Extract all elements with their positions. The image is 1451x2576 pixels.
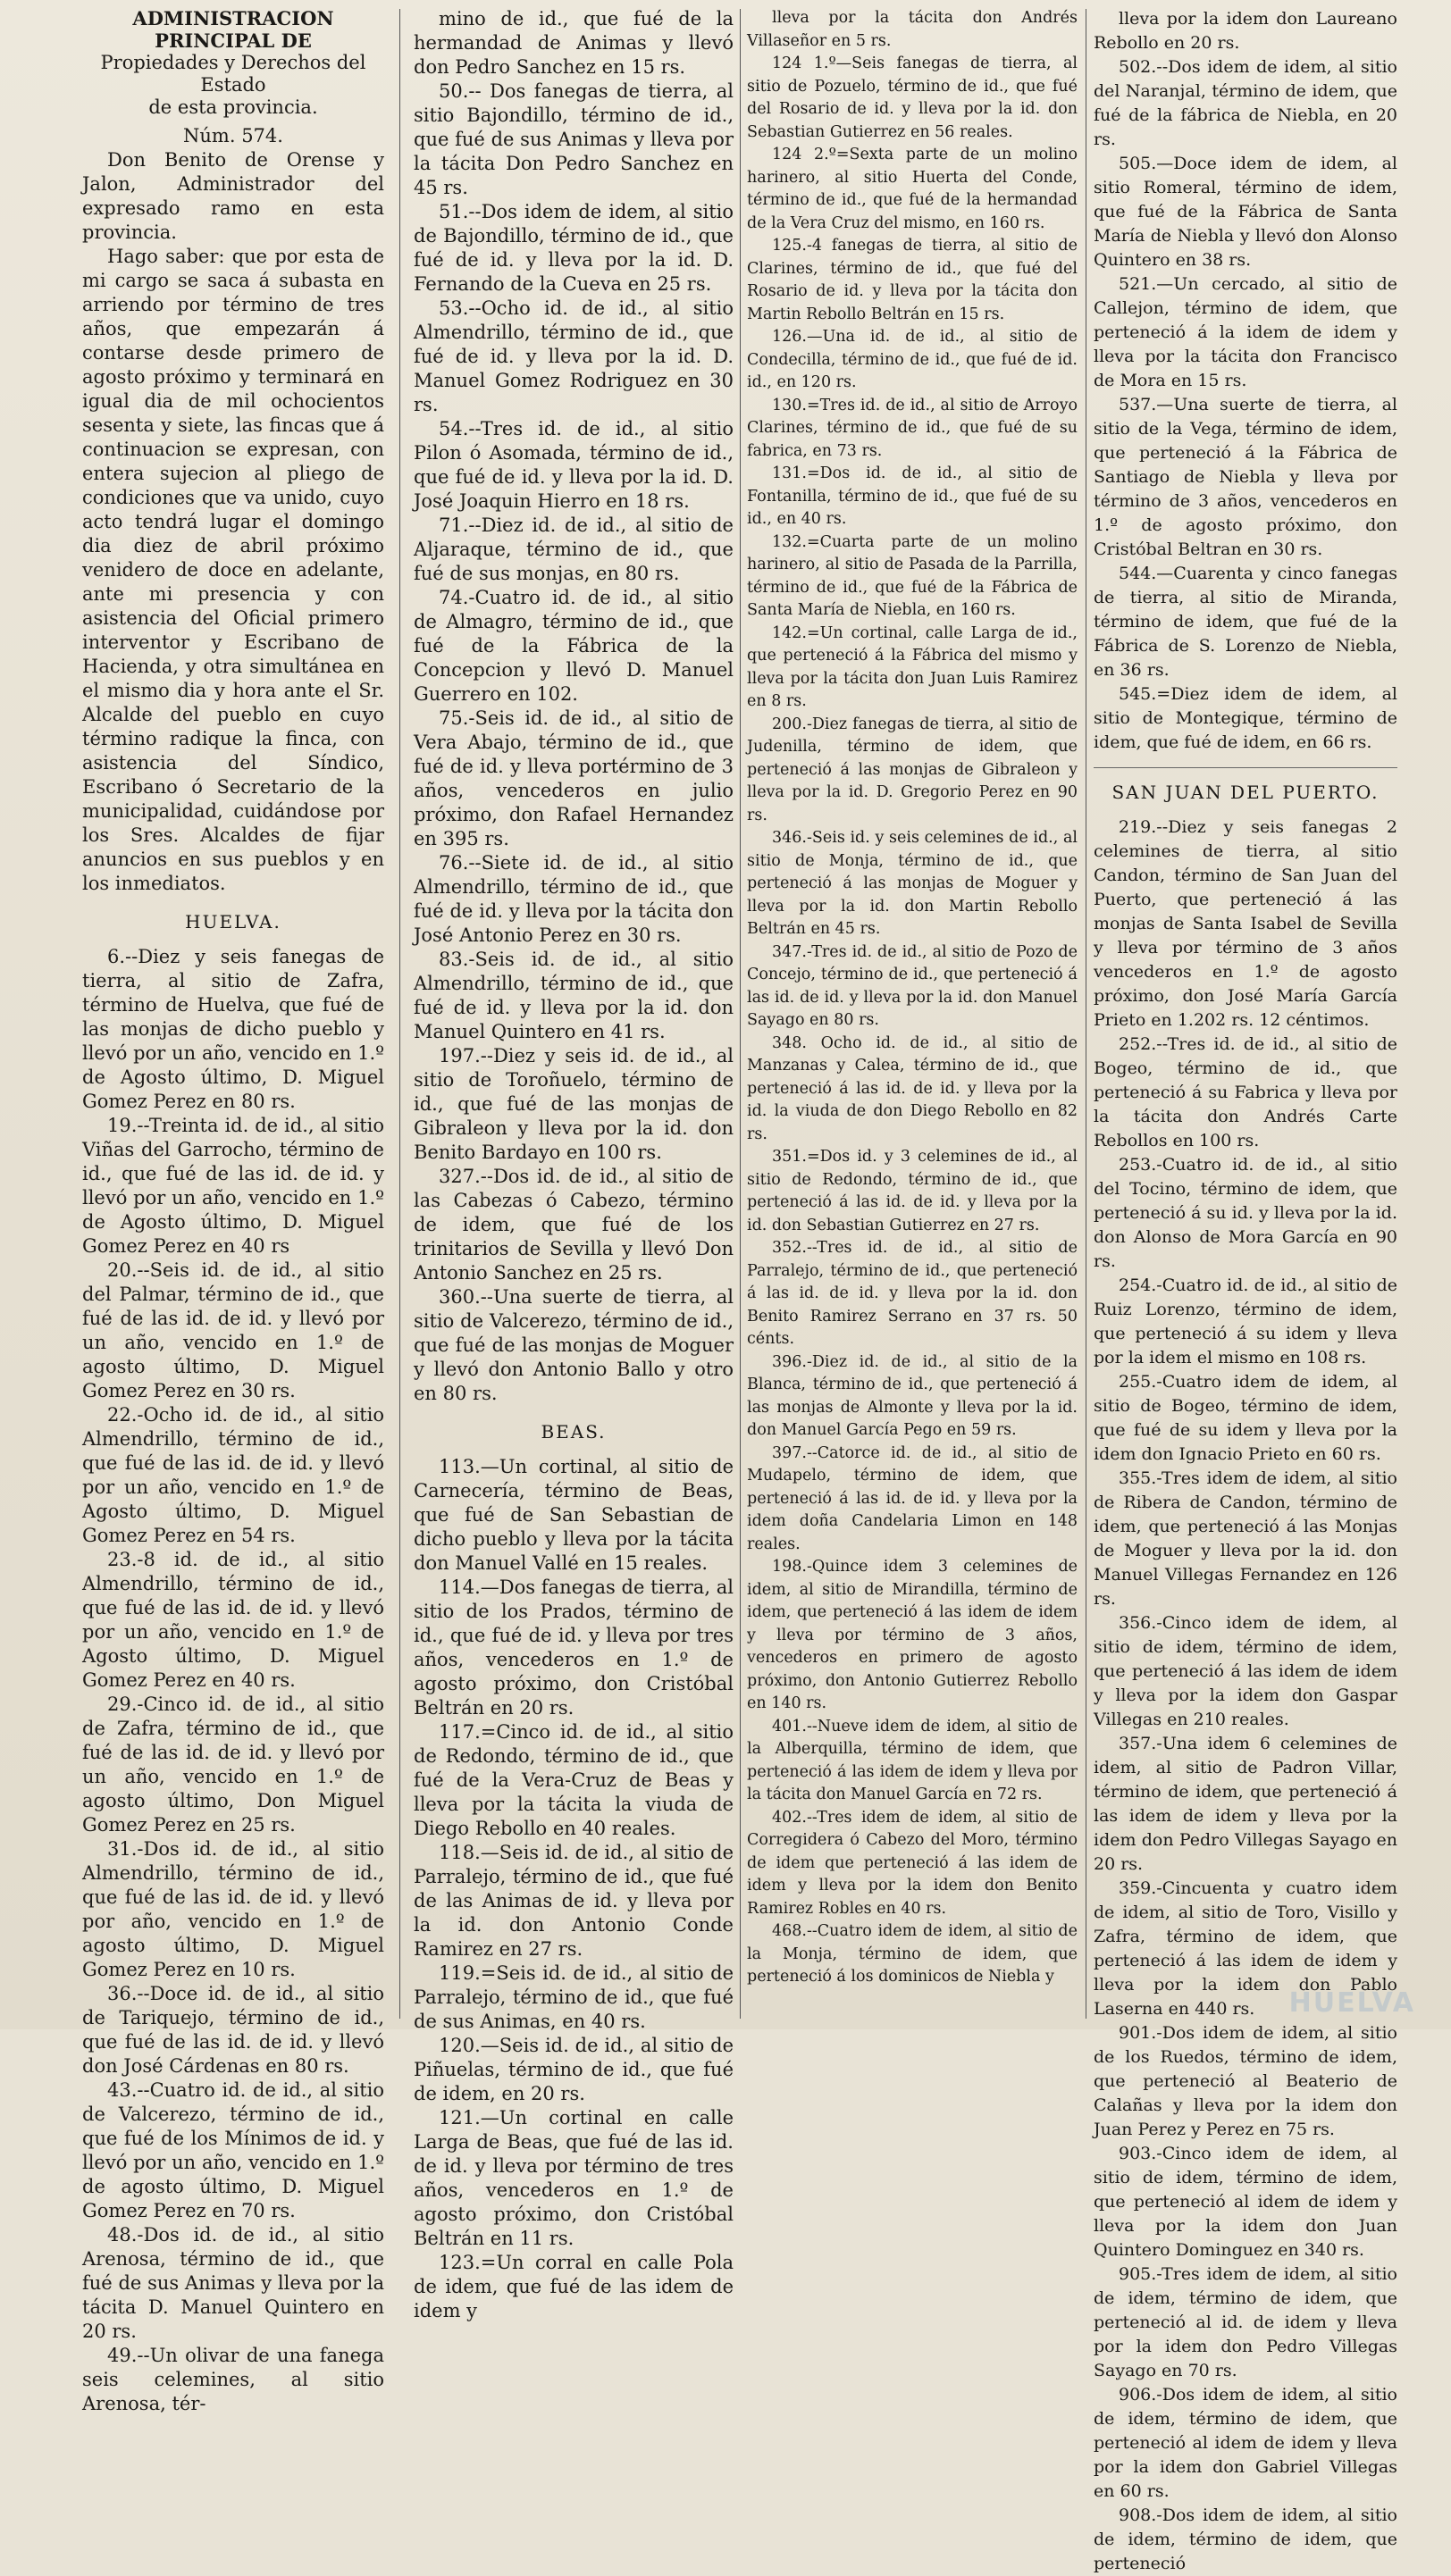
listing-item: 200.-Diez fanegas de tierra, al sitio de Judenilla, término de idem, que perteneció á las monjas de Gibraleon y lleva por la id. D. Gregorio Perez en 90 rs. xyxy=(747,715,1078,824)
listing-item: 19.--Treinta id. de id., al sitio Viñas del Garrocho, término de id., que fué de las id. de id. y llevó por un año, vencido en 1.º de Agosto último, D. Miguel Gomez Perez en 40 rs xyxy=(82,1115,384,1257)
listing-item: lleva por la tácita don Andrés Villaseñor en 5 rs. xyxy=(747,9,1078,50)
listing-item: 120.—Seis id. de id., al sitio de Piñuelas, término de id., que fué de idem, en 20 rs. xyxy=(414,2035,734,2104)
listing-item: 357.-Una idem 6 celemines de idem, al sitio de Padron Villar, término de idem, que perteneció á las idem de idem y lleva por la idem don Pedro Villegas Sayago en 20 rs. xyxy=(1094,1734,1397,1874)
listing-item: 142.=Un cortinal, calle Larga de id., que perteneció á la Fábrica del mismo y lleva por la tácita don Juan Luis Ramirez en 8 rs. xyxy=(747,623,1078,710)
column-2 xyxy=(414,7,734,2321)
listing-item: 74.-Cuatro id. de id., al sitio de Almagro, término de id., que fué de la Fábrica de la Concepcion y llevó D. Manuel Guerrero en 102. xyxy=(414,587,734,705)
listing-item: 901.-Dos idem de idem, al sitio de los Ruedos, término de idem, que perteneció al Beaterio de Calañas y lleva por la idem don Juan Perez y Perez en 75 rs. xyxy=(1094,2023,1397,2139)
listing-item: 252.--Tres id. de id., al sitio de Bogeo, término de id., que perteneció á su Fabrica y lleva por la tácita don Andrés Carte Rebollos en 100 rs. xyxy=(1094,1034,1397,1150)
watermark-logo: HUELVA xyxy=(1288,1987,1415,2019)
section-heading-beas: BEAS. xyxy=(541,1421,607,1443)
listing-item: 356.-Cinco idem de idem, al sitio de idem, término de idem, que perteneció á las idem de idem y lleva por la idem don Gaspar Villegas en 210 reales. xyxy=(1094,1613,1397,1729)
listing-item: 521.—Un cercado, al sitio de Callejon, término de idem, que perteneció á la idem de idem y lleva por la tácita don Francisco de Mora en 15 rs. xyxy=(1094,274,1397,390)
listing-item: 54.--Tres id. de id., al sitio Pilon ó Asomada, término de id., que fué de id. y lleva por la id. D. José Joaquin Hierro en 18 rs. xyxy=(414,418,734,512)
column-rule xyxy=(399,9,400,2019)
listing-item: 544.—Cuarenta y cinco fanegas de tierra, al sitio de Miranda, término de idem, que fué de la Fábrica de S. Lorenzo de Niebla, en 36 rs. xyxy=(1094,564,1397,680)
listing-item: 131.=Dos id. de id., al sitio de Fontanilla, término de id., que fué de su id., en 40 rs. xyxy=(747,464,1078,528)
listing-item: 402.--Tres idem de idem, al sitio de Corregidera ó Cabezo del Moro, término de idem que perteneció á las idem de idem y lleva por la idem don Benito Ramirez Robles en 40 rs. xyxy=(747,1808,1078,1918)
header-subtitle: Propiedades y Derechos del Estado xyxy=(100,52,366,96)
section-heading-huelva: HUELVA. xyxy=(185,911,281,933)
listing-item: 23.-8 id. de id., al sitio Almendrillo, término de id., que fué de las id. de id. y llevó por un año, vencido en 1.º de Agosto último, D. Miguel Gomez Perez en 40 rs. xyxy=(82,1549,384,1691)
listing-item: 352.--Tres id. de id., al sitio de Parralejo, término de id., que perteneció á las id. de id. y lleva por la id. don Benito Ramirez Serrano en 37 rs. 50 cénts. xyxy=(747,1239,1078,1348)
listing-item: 71.--Diez id. de id., al sitio de Aljaraque, término de id., que fué de sus monjas, en 80 rs. xyxy=(414,514,734,584)
listing-item: 49.--Un olivar de una fanega seis celemines, al sitio Arenosa, tér- xyxy=(82,2345,384,2414)
listing-item: 130.=Tres id. de id., al sitio de Arroyo Clarines, término de id., que fué de su fabrica, en 73 rs. xyxy=(747,396,1078,460)
listing-group xyxy=(1094,815,1397,2576)
listing-item: 348. Ocho id. de id., al sitio de Manzanas y Calea, término de id., que perteneció á las id. de id. y lleva por la id. la viuda de don Diego Rebollo en 82 rs. xyxy=(747,1033,1078,1143)
listing-item: 396.-Diez id. de id., al sitio de la Blanca, término de id., que perteneció á las monjas de Almonte y lleva por la id. don Manuel García Pego en 59 rs. xyxy=(747,1352,1078,1439)
listing-item: 123.=Un corral en calle Pola de idem, que fué de las idem de idem y xyxy=(414,2252,734,2321)
section-heading-san-juan-del-puerto: SAN JUAN DEL PUERTO. xyxy=(1094,767,1397,805)
listing-item: 117.=Cinco id. de id., al sitio de Redondo, término de id., que fué de la Vera-Cruz de Beas y lleva por la tácita la viuda de Diego Rebollo en 40 reales. xyxy=(414,1721,734,1839)
listing-group xyxy=(1094,7,1397,755)
listing-item: 76.--Siete id. de id., al sitio Almendrillo, término de id., que fué de id. y lleva por la tácita don José Antonio Perez en 30 rs. xyxy=(414,852,734,946)
listing-item: 906.-Dos idem de idem, al sitio de idem, término de idem, que perteneció al idem de idem y lleva por la idem don Gabriel Villegas en 60 rs. xyxy=(1094,2385,1397,2501)
listing-item: 545.=Diez idem de idem, al sitio de Montegique, término de idem, que fué de idem, en 66 rs. xyxy=(1094,684,1397,752)
column-3 xyxy=(747,7,1078,2024)
header-title: ADMINISTRACION PRINCIPAL DE xyxy=(132,7,334,52)
notice-number: Núm. 574. xyxy=(183,125,283,146)
listing-item: 121.—Un cortinal en calle Larga de Beas, que fué de las id. de id. y lleva por término de tres años, vencederos en 1.º de agosto próximo, don Cristóbal Beltrán en 11 rs. xyxy=(414,2107,734,2249)
listing-item: 468.--Cuatro idem de idem, al sitio de la Monja, término de idem, que perteneció á los dominicos de Niebla y xyxy=(747,1922,1078,1986)
listing-item: 346.-Seis id. y seis celemines de id., al sitio de Monja, término de id., que perteneció á las monjas de Moguer y lleva por la id. don Martin Rebollo Beltrán en 45 rs. xyxy=(747,829,1078,938)
listing-item: 327.--Dos id. de id., al sitio de las Cabezas ó Cabezo, término de idem, que fué de los trinitarios de Sevilla y llevó Don Antonio Sanchez en 25 rs. xyxy=(414,1166,734,1284)
listing-item: 197.--Diez y seis id. de id., al sitio de Toroñuelo, término de id., que fué de las monjas de Gibraleon y lleva por la id. don Benito Bardayo en 100 rs. xyxy=(414,1045,734,1163)
listing-item: 505.—Doce idem de idem, al sitio Romeral, término de idem, que fué de la Fábrica de Santa María de Niebla y llevó don Alonso Quintero en 38 rs. xyxy=(1094,154,1397,270)
listing-item: 22.-Ocho id. de id., al sitio Almendrillo, término de id., que fué de las id. de id. y llevó por un año, vencido en 1.º de Agosto último, D. Miguel Gomez Perez en 54 rs. xyxy=(82,1404,384,1546)
listing-item: 253.-Cuatro id. de id., al sitio del Tocino, término de idem, que perteneció á su id. y lleva por la id. don Alonso de Mora García en 90 rs. xyxy=(1094,1155,1397,1271)
listing-group xyxy=(414,7,734,1406)
listing-item: 903.-Cinco idem de idem, al sitio de idem, término de idem, que perteneció al idem de idem y lleva por la idem don Juan Quintero Dominguez en 340 rs. xyxy=(1094,2144,1397,2260)
listing-item: 53.--Ocho id. de id., al sitio Almendrillo, término de id., que fué de id. y lleva por la id. D. Manuel Gomez Rodriguez en 30 rs. xyxy=(414,297,734,415)
listing-group xyxy=(82,945,384,2416)
listing-item: 118.—Seis id. de id., al sitio de Parralejo, término de id., que fué de las Animas de id. y lleva por la id. don Antonio Conde Ramirez en 27 rs. xyxy=(414,1842,734,1960)
listing-item: 905.-Tres idem de idem, al sitio de idem, término de idem, que perteneció al id. de idem y lleva por la idem don Pedro Villegas Sayago en 70 rs. xyxy=(1094,2264,1397,2380)
intro-paragraph: Don Benito de Orense y Jalon, Administrador del expresado ramo en esta provincia. xyxy=(82,149,384,243)
listing-item: 20.--Seis id. de id., al sitio del Palmar, término de id., que fué de las id. de id. y llevó por un año, vencido en 1.º de agosto último, D. Miguel Gomez Perez en 30 rs. xyxy=(82,1259,384,1401)
listing-item: 6.--Diez y seis fanegas de tierra, al sitio de Zafra, término de Huelva, que fué de las monjas de dicho pueblo y llevó por un año, vencido en 1.º de Agosto último, D. Miguel Gomez Perez en 80 rs. xyxy=(82,946,384,1112)
listing-item: 255.-Cuatro idem de idem, al sitio de Bogeo, término de idem, que fué de su idem y lleva por la idem don Ignacio Prieto en 60 rs. xyxy=(1094,1372,1397,1464)
listing-item: 83.-Seis id. de id., al sitio Almendrillo, término de id., que fué de id. y lleva por la id. don Manuel Quintero en 41 rs. xyxy=(414,949,734,1042)
header-subtitle: de esta provincia. xyxy=(148,96,318,118)
listing-item: 360.--Una suerte de tierra, al sitio de Valcerezo, término de id., que fué de las monjas de Moguer y llevó don Antonio Ballo y otro en 80 rs. xyxy=(414,1286,734,1404)
listing-item: 347.-Tres id. de id., al sitio de Pozo de Concejo, término de id., que perteneció á las id. de id. y lleva por la id. don Manuel Sayago en 80 rs. xyxy=(747,942,1078,1029)
listing-item: 29.-Cinco id. de id., al sitio de Zafra, término de id., que fué de las id. de id. y llevó por un año, vencido en 1.º de agosto último, Don Miguel Gomez Perez en 25 rs. xyxy=(82,1694,384,1836)
listing-item: lleva por la idem don Laureano Rebollo en 20 rs. xyxy=(1094,9,1397,53)
listing-item: 401.--Nueve idem de idem, al sitio de la Alberquilla, término de idem, que perteneció á las idem de idem y lleva por la tácita don Manuel García en 72 rs. xyxy=(747,1717,1078,1803)
listing-item: 113.—Un cortinal, al sitio de Carnecería, término de Beas, que fué de San Sebastian de dicho pueblo y lleva por la tácita don Manuel Vallé en 15 reales. xyxy=(414,1456,734,1574)
listing-item: 48.-Dos id. de id., al sitio Arenosa, término de id., que fué de sus Animas y lleva por la tácita D. Manuel Quintero en 20 rs. xyxy=(82,2224,384,2342)
listing-item: 126.—Una id. de id., al sitio de Condecilla, término de id., que fué de id. id., en 120 rs. xyxy=(747,328,1078,391)
listing-item: 119.=Seis id. de id., al sitio de Parralejo, término de id., que fué de sus Animas, en 40 rs. xyxy=(414,1962,734,2032)
listing-item: 359.-Cincuenta y cuatro idem de idem, al sitio de Toro, Visillo y Zafra, término de idem, que perteneció á las idem de idem y lleva por la idem don Pablo Laserna en 440 rs. xyxy=(1094,1878,1397,2019)
listing-item: 124 2.º=Sexta parte de un molino harinero, al sitio Huerta del Conde, término de id., que fué de la hermandad de la Vera Cruz del mismo, en 160 rs. xyxy=(747,146,1078,232)
listing-item: 124 1.º—Seis fanegas de tierra, al sitio de Pozuelo, término de id., que fué del Rosario de id. y lleva por la id. don Sebastian Gutierrez en 56 reales. xyxy=(747,54,1078,141)
listing-item: 51.--Dos idem de idem, al sitio de Bajondillo, término de id., que fué de id. y lleva por la id. D. Fernando de la Cueva en 25 rs. xyxy=(414,201,734,295)
listing-item: 351.=Dos id. y 3 celemines de id., al sitio de Redondo, término de id., que perteneció á las id. de id. y lleva por la id. don Sebastian Gutierrez en 27 rs. xyxy=(747,1148,1078,1234)
listing-item: 50.-- Dos fanegas de tierra, al sitio Bajondillo, término de id., que fué de sus Animas y lleva por la tácita Don Pedro Sanchez en 45 rs. xyxy=(414,80,734,198)
listing-item: 132.=Cuarta parte de un molino harinero, al sitio de Pasada de la Parrilla, término de id., que fué de la Fábrica de Santa María de Niebla, en 160 rs. xyxy=(747,532,1078,619)
listing-group xyxy=(747,7,1078,1989)
listing-item: 198.-Quince idem 3 celemines de idem, al sitio de Mirandilla, término de idem, que perteneció á las idem de idem y lleva por término de 3 años, vencederos en primero de agosto próximo, don Antonio Gutierrez Rebollo en 140 rs. xyxy=(747,1558,1078,1712)
listing-item: 31.-Dos id. de id., al sitio Almendrillo, término de id., que fué de las id. de id. y llevó por año, vencido en 1.º de agosto último, D. Miguel Gomez Perez en 10 rs. xyxy=(82,1838,384,1980)
intro-paragraph: Hago saber: que por esta de mi cargo se saca á subasta en arriendo por término de tres años, que empezarán á contarse desde primero de agosto próximo y terminará en igual dia de mil ochocientos sesenta y siete, las fincas que á continuacion se expresan, con entera sujecion al pliego de condiciones que va unido, cuyo acto tendrá lugar el domingo dia diez de abril próximo venidero de doce en adelante, ante mi presencia y con asistencia del Oficial primero interventor y Escribano de Hacienda, y otra simultánea en el mismo dia y hora ante el Sr. Alcalde del pueblo en cuyo término radique la finca, con asistencia del Síndico, Escribano ó Secretario de la municipalidad, cuidándose por los Sres. Alcaldes de fijar anuncios en sus pueblos y en los inmediatos. xyxy=(82,246,384,894)
listing-item: 43.--Cuatro id. de id., al sitio de Valcerezo, término de id., que fué de los Mínimos de id. y llevó por un año, vencido en 1.º de agosto último, D. Miguel Gomez Perez en 70 rs. xyxy=(82,2079,384,2221)
listing-item: 537.—Una suerte de tierra, al sitio de la Vega, término de idem, que perteneció á la Fábrica de Santiago de Niebla y lleva por término de 3 años, vencederos en 1.º de agosto próximo, don Cristóbal Beltran en 30 rs. xyxy=(1094,395,1397,559)
listing-item: 125.-4 fanegas de tierra, al sitio de Clarines, término de id., que fué del Rosario de id. y lleva por la tácita don Martin Rebollo Beltrán en 15 rs. xyxy=(747,237,1078,323)
listing-item: 114.—Dos fanegas de tierra, al sitio de los Prados, término de id., que fué de id. y lleva por tres años, vencederos en 1.º de agosto próximo, don Cristóbal Beltrán en 20 rs. xyxy=(414,1577,734,1719)
column-1 xyxy=(82,7,384,2414)
listing-item: 36.--Doce id. de id., al sitio de Tariquejo, término de id., que fué de las id. de id. y llevó don José Cárdenas en 80 rs. xyxy=(82,1983,384,2077)
listing-item: 254.-Cuatro id. de id., al sitio de Ruiz Lorenzo, término de idem, que perteneció á su idem y lleva por la idem el mismo en 108 rs. xyxy=(1094,1275,1397,1367)
listing-item: 355.-Tres idem de idem, al sitio de Ribera de Candon, término de idem, que perteneció á las Monjas de Moguer y lleva por la id. don Manuel Villegas Fernandez en 126 rs. xyxy=(1094,1468,1397,1609)
listing-item: 502.--Dos idem de idem, al sitio del Naranjal, término de idem, que fué de la fábrica de Niebla, en 20 rs. xyxy=(1094,57,1397,149)
listing-item: 908.-Dos idem de idem, al sitio de idem, término de idem, que perteneció xyxy=(1094,2505,1397,2573)
listing-item: mino de id., que fué de la hermandad de Animas y llevó don Pedro Sanchez en 15 rs. xyxy=(414,8,734,78)
listing-item: 397.--Catorce id. de id., al sitio de Mudapelo, término de idem, que perteneció á las id. de id. y lleva por la idem doña Candelaria Limon en 148 reales. xyxy=(747,1443,1078,1553)
column-4 xyxy=(1094,7,1397,2573)
column-rule xyxy=(740,9,741,2019)
listing-item: 219.--Diez y seis fanegas 2 celemines de tierra, al sitio Candon, término de San Juan del Puerto, que perteneció á las monjas de Santa Isabel de Sevilla y lleva por término de 3 años vencederos en 1.º de agosto próximo, don José María García Prieto en 1.202 rs. 12 céntimos. xyxy=(1094,817,1397,1030)
listing-group xyxy=(414,1455,734,2323)
listing-item: 75.-Seis id. de id., al sitio de Vera Abajo, término de id., que fué de id. y lleva portérmino de 3 años, vencederos en julio próximo, don Rafael Hernandez en 395 rs. xyxy=(414,707,734,849)
